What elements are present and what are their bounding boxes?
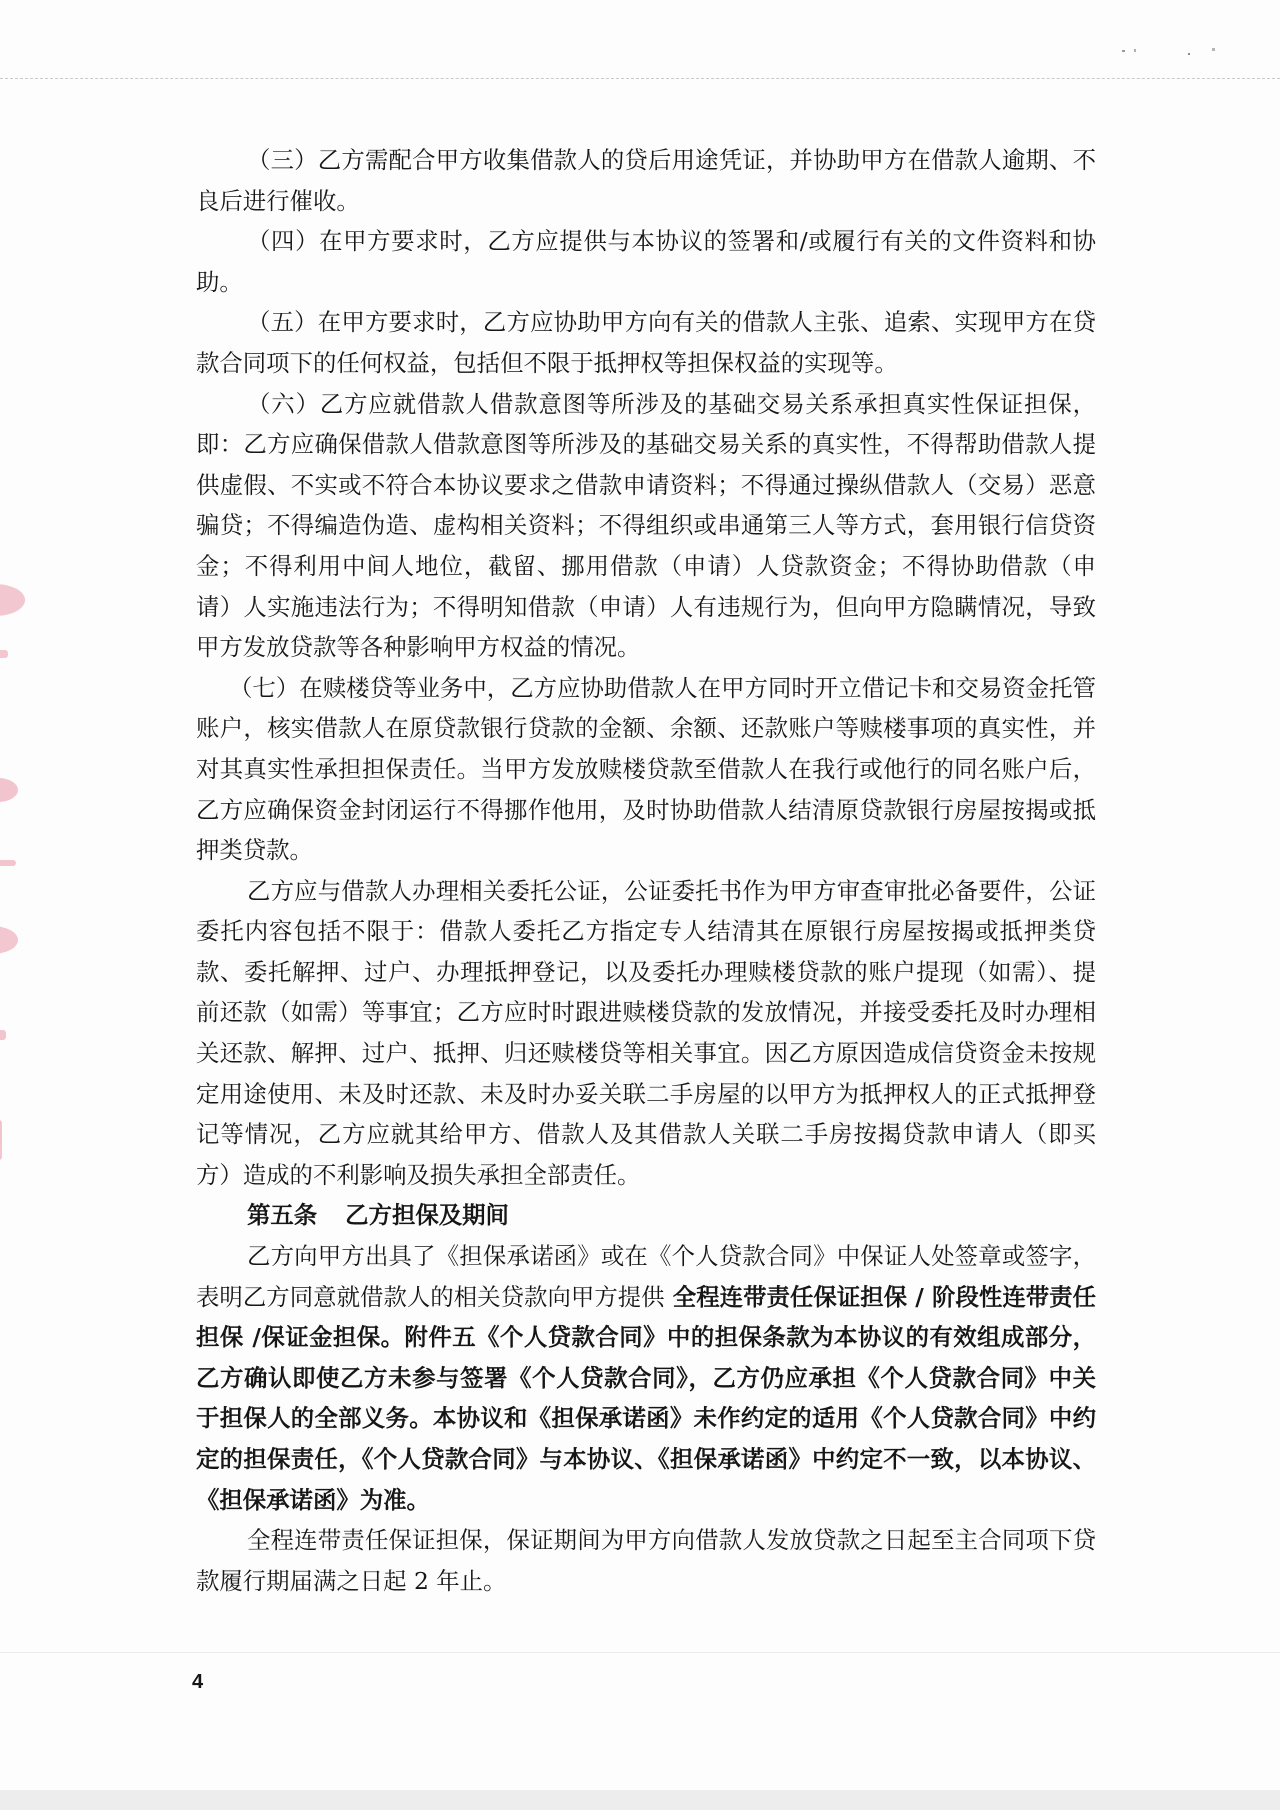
clause-7-paragraph: （七）在赎楼贷等业务中，乙方应协助借款人在甲方同时开立借记卡和交易资金托管账户，核实借款人在原贷款银行贷款的金额、余额、还款账户等赎楼事项的真实性，并对其真实性承担担保责任。当甲方发放赎楼贷款至借款人在我行或他行的同名账户后，乙方应确保资金封闭运行不得挪作他用，及时协助借款人结清原贷款银行房屋按揭或抵押类贷款。 <box>196 673 1096 865</box>
top-scan-line <box>0 78 1280 79</box>
clause-4-paragraph: （四）在甲方要求时，乙方应提供与本协议的签署和/或履行有关的文件资料和协助。 <box>196 227 1096 296</box>
page-bottom-edge <box>0 1790 1280 1810</box>
guarantee-text: 乙方向甲方出具了《担保承诺函》或在《个人贷款合同》中保证人处签章或签字，表明乙方同意就借款人的相关贷款向甲方提供 <box>196 1242 1096 1311</box>
scan-speck-marks <box>1120 44 1240 64</box>
clause-5-paragraph: （五）在甲方要求时，乙方应协助甲方向有关的借款人主张、追索、实现甲方在贷款合同项下的任何权益，包括但不限于抵押权等担保权益的实现等。 <box>196 308 1096 377</box>
clause-3-paragraph: （三）乙方需配合甲方收集借款人的贷后用途凭证，并协助甲方在借款人逾期、不良后进行催收。 <box>196 146 1096 215</box>
guarantee-paragraph <box>196 1236 1096 1520</box>
article-5-title: 乙方担保及期间 <box>345 1201 509 1230</box>
red-seal-stamp-fragment <box>0 560 50 1240</box>
notarization-paragraph: 乙方应与借款人办理相关委托公证，公证委托书作为甲方审查审批必备要件，公证委托内容包括不限于：借款人委托乙方指定专人结清其在原银行房屋按揭或抵押类贷款、委托解押、过户、办理抵押登记，以及委托办理赎楼贷款的账户提现（如需）、提前还款（如需）等事宜；乙方应时时跟进赎楼贷款的发放情况，并接受委托及时办理相关还款、解押、过户、抵押、归还赎楼贷等相关事宜。因乙方原因造成信贷资金未按规定用途使用、未及时还款、未及时办妥关联二手房屋的以甲方为抵押权人的正式抵押登记等情况，乙方应就其给甲方、借款人及其借款人关联二手房按揭贷款申请人（即买方）造成的不利影响及损失承担全部责任。 <box>196 876 1096 1189</box>
footer-divider <box>0 1652 1280 1653</box>
contract-body <box>196 140 1096 1601</box>
guarantee-emphasis-text: 全程连带责任保证担保 / 阶段性连带责任担保 /保证金担保。附件五《个人贷款合同》中的担保条款为本协议的有效组成部分，乙方确认即使乙方未参与签署《个人贷款合同》，乙方仍应承担《个人贷款合同》中关于担保人的全部义务。本协议和《担保承诺函》未作约定的适用《个人贷款合同》中约定的担保责任，《个人贷款合同》与本协议、《担保承诺函》中约定不一致，以本协议、《担保承诺函》为准。 <box>196 1282 1096 1514</box>
guarantee-period-paragraph: 全程连带责任保证担保，保证期间为甲方向借款人发放贷款之日起至主合同项下贷款履行期届满之日起 2 年止。 <box>196 1526 1096 1595</box>
clause-6-paragraph: （六）乙方应就借款人借款意图等所涉及的基础交易关系承担真实性保证担保，即：乙方应确保借款人借款意图等所涉及的基础交易关系的真实性，不得帮助借款人提供虚假、不实或不符合本协议要求之借款申请资料；不得通过操纵借款人（交易）恶意骗贷；不得编造伪造、虚构相关资料；不得组织或串通第三人等方式，套用银行信贷资金；不得利用中间人地位，截留、挪用借款（申请）人贷款资金；不得协助借款（申请）人实施违法行为；不得明知借款（申请）人有违规行为，但向甲方隐瞒情况，导致甲方发放贷款等各种影响甲方权益的情况。 <box>196 389 1096 662</box>
article-5-number: 第五条 <box>247 1201 318 1230</box>
page-number: 4 <box>192 1671 204 1693</box>
article-5-heading <box>196 1195 1096 1236</box>
